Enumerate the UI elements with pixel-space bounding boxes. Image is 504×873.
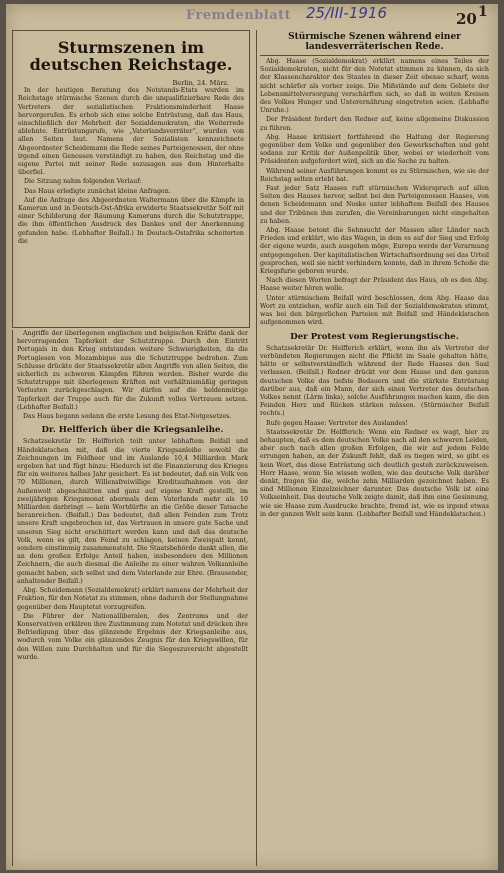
newspaper-clipping [6,4,498,870]
paragraph: Abg. Scheidemann (Sozialdemokrat) erklärt namens der Mehrheit der Fraktion, für den Notetat zu stimmen, ohne dadurch der Stellungnahme gegenüber dem Hauptetat vorzugreifen. [17,587,248,611]
paragraph: Das Haus erledigte zunächst kleine Anfragen. [24,187,171,195]
newspaper-stamp: Fremdenblatt [186,8,292,23]
divider [260,55,489,56]
paragraph: Staatssekretär Dr. Helfferich: Wenn ein Redner es wagt, hier zu behaupten, daß es dem deutschen Volke nach all den schweren Leiden, aber auch nach allen großen Erfolgen, die wir auf jedem Felde errungen haben, an der Zukunft fehlt, daß es tiegen wird, so gibt es kein Wort, das diese Entrüstung sich deutlich gesteh zurückzuweisen. Herr Haase, wenn Sie wissen wollen, wie das deutsche Volk darüber denkt, fragen Sie die, welche zehn Milliarden gezeichnet haben. Es sind Millionen Einzelzeichner darunter. Das deutsche Volk ist eine Volkseinheit. Das deutsche Volk zeigte damit, daß ihm eine Gesinnung, wie sie Haase zum Ausdrucke brachte, fremd ist, wie es irgend etwas in der ganzen Welt sein kann. (Lebhafter Beifall und Händeklatschen.) [260,428,489,518]
paragraph: Die Führer der Nationalliberalen, des Zentrums und der Konservativen erklären ihre Zustimmung zum Notetat und drücken ihre Befriedigung über das glänzende Ergebnis der Kriegsanleihe aus, wodurch vom Volke ein glänzendes Zeugnis für den Kriegswillen, für den Willen zum Durchhalten und für die Siegeszuversicht abgestellt wurde. [17,612,248,661]
article-title: Sturmszenen im deutschen Reichstage. [29,38,233,74]
paragraph: Fast jeder Satz Haases ruft stürmischen Widerspruch auf allen Seiten des Hauses hervor, selbst bei den Parteigenossen Haases, von denen Scheidemann und Noske unter lebhaftem Beifall des Hauses und der Tribünen ihm zurufen, die Vereinbarungen nicht eingehalten zu haben. [260,185,489,225]
article-title: Stürmische Szenen während einer landesverräterischen Rede. [288,32,461,52]
paragraph: Unter stürmischem Beifall wird beschlossen, dem Abg. Haase das Wort zu entziehen, wofür auch ein Teil der Sozialdemokraten stimmt, was bei den bürgerlichen Parteien mit Beifall und Händeklatschen aufgenommen wird. [260,294,489,327]
page-number: 20 [456,10,477,28]
paragraph: Angriffe der überlegenen englischen und belgischen Kräfte dank der hervorragenden Tapferkeit der Schutztruppe. Durch den Eintritt Portugals in den Krieg entstanden weitere Schwierigkeiten, da die Portugiesen von Mozambique aus die Schutztruppe bedrohen. Zum Schlusse drückte der Staatssekretär allen Angriffe von allen Seiten, die sicherlich zu schweren Kämpfen führen werden. Bisher wurde die Schutztruppe mit überlegenen Kräften mit verhältnismäßig geringen Verlusten zurückgeschlagen. Wir dürfen auf die heldenmütige Tapferkeit der Truppe auch für die Zukunft volles Vertrauen setzen. (Lebhafter Beifall.) [17,330,248,411]
paragraph: Abg. Haase (Sozialdemokrat) erklärt namens eines Teiles der Sozialdemokraten, nicht für den Notetat stimmen zu können, da sich der Klassencharakter des Staates in dieser Zeit ebenso scharf, wenn nicht schärfer als vorher zeige. Die Mißstände auf dem Gebiete der Lebensmittelversorgung verschärften sich, so daß in weiten Kreisen des Volkes Hunger und Unterernährung eingetreten seien. (Lebhafte Unruhe.) [260,58,489,115]
corner-mark: 1 [478,4,488,20]
section-subhead: Dr. Helfferich über die Kriegsanleihe. [41,425,224,436]
paragraph: Das Haus begann sodann die erste Lesung des Etat-Notgesetzes. [23,413,232,421]
paragraph: Schatzsekretär Dr. Helfferich erklärt, wenn ihn als Vertreter der verbündeten Regierungen nicht die Pflicht im Saale gehalten hätte, hätte er selbstverständlich während der Rede Haases den Saal verlassen. (Beifall.) Redner drückt vor dem Hause und den ganzen deutschen Volke das tiefste Bedauern und die stärkste Entrüstung darüber aus, daß ein Mann, der sich einen Vertreter des deutschen Volkes nennt (Lärm links), solche Ausführungen machen kann, die den Feinden Herz und Rücken stärken müssen. (Stürmischer Beifall rechts.) [260,344,489,418]
dateline: Berlin, 24. März. [172,79,229,87]
paragraph: Schatzsekretär Dr. Helfferich teilt unter lebhaftem Beifall und Händeklatschen mit, daß die vierte Kriegsanleihe sowohl die Zeichnungen im Feldheer und im Auslande 10,4 Milliarden Mark ergeben hat und fügt hinzu: Hiedurch ist die Finanzierung des Krieges für ein weiteres halbes Jahr gesichert. Es ist bedeutet, daß ein Volk von 70 Millionen, durch Willensfreiwillige Kreditaufnahmen von der Außenwelt abgeschnitten und ganz auf eigene Kraft gestellt, im zweijährigen Kriegsmonat abermals dem Vaterlande mehr als 10 Milliarden darbringt — kein Wortdürfte an die Größe dieser Tatsache heranreichen. (Beifall.) Das bedeutet, daß allen Feinden zum Trotz unsere Kraft ungebrochen ist, das Vertrauen in unsere gute Sache und unseren Sieg nicht erschüttert werden kann und daß das deutsche Volk, wenn es gilt, den Feind zu schlagen, keinen Zweispalt kennt, sondern einstimmig zusammensteht. Die Staatsbehörde dankt allen, die an dem großen Erfolge Anteil haben, insbesondere den Millionen Zeichnern, die auch diesmal die Anleihe zu einer wahren Volksanleihe gemacht haben, sich selbst und dem Vaterlande zur Ehre. (Brausender, anhaltender Beifall.) [17,438,248,585]
paragraph: Abg. Haase kritisiert fortfahrend die Haltung der Regierung gegenüber dem Volke und gegenüber den Gewerkschaften und geht sodann zur Kritik der Außenpolitik über, wobei er wiederholt vom Präsidenten aufgefordert wird, sich an die Sache zu halten. [260,133,489,166]
paragraph: Die Sitzung nahm folgenden Verlauf: [24,178,142,186]
paragraph: Während seiner Ausführungen kommt es zu Stürmischen, wie sie der Reichstag selten erlebt hat. [260,167,489,183]
paragraph: Rufe gegen Haase: Vertreter des Auslandes! [266,419,408,427]
paragraph: Abg. Haase betont die Sehnsucht der Massen aller Länder nach Frieden und erklärt, wie das Wagen, in dem es auf der Sieg und Erfolg der eigene wurde, auch ausgehen möge, Europa werde der Verarmung entgegengehen. Der kapitalistischen Wirtschaftsordnung sei das Urteil gesprochen, weil sie nicht verhindern konnte, daß in ihrem Schoße die Kriegsfurie geboren wurde. [260,227,489,276]
paragraph: Der Präsident fordert den Redner auf, keine allgemeine Diskussion zu führen. [260,116,489,132]
paragraph: In der heutigen Beratung des Notstands-Etats wurden im Reichstage stürmische Szenen durch die unqualifizierbare Rede des Vertreters der sozialistischen Fraktionsminderheit Haase hervorgerufen. Es erhob sich eine solche Entrüstung, daß das Haus, einschließlich der Mehrheit der Sozialdemokraten, die Weiterrede ablehnte. Entrüstungsrufe, wie „Vaterlandsverräter“, wurden von allen Seiten laut. Namens der Sozialisten kennzeichnete Abgeordneter Scheidemann die Rede seines Parteigenossen, der ohne irgend einen Genossen verständigt zu haben, den Reichstag und die eigene Partei mit seiner Rede sozusagen aus dem Hinterhalte überfiel. [18,87,244,177]
paragraph: Nach diesen Worten befragt der Präsident das Haus, ob es den Abg. Haase weiter hören wolle. [260,277,489,293]
left-lower-article [12,330,252,866]
right-column-article [256,30,492,866]
left-paragraphs [13,87,249,246]
section-subhead: Der Protest vom Regierungstische. [290,331,459,342]
left-top-article [12,30,250,328]
paragraph: Auf die Anfrage des Abgeordneten Waltermann über die Kämpfe in Kamerun und in Deutsch-Ost-Afrika erwiderte Staatssekretär Solf mit einer Schilderung der Räumung Kameruns durch die Schutztruppe, die ihm öffentlichen Ausdruck des Dankes und der Anerkennung gefunden habe. (Lebhafter Beifall.) In Deutsch-Ostafrika scheiterten die [18,196,244,245]
handwritten-date: 25/III-1916 [306,4,387,22]
